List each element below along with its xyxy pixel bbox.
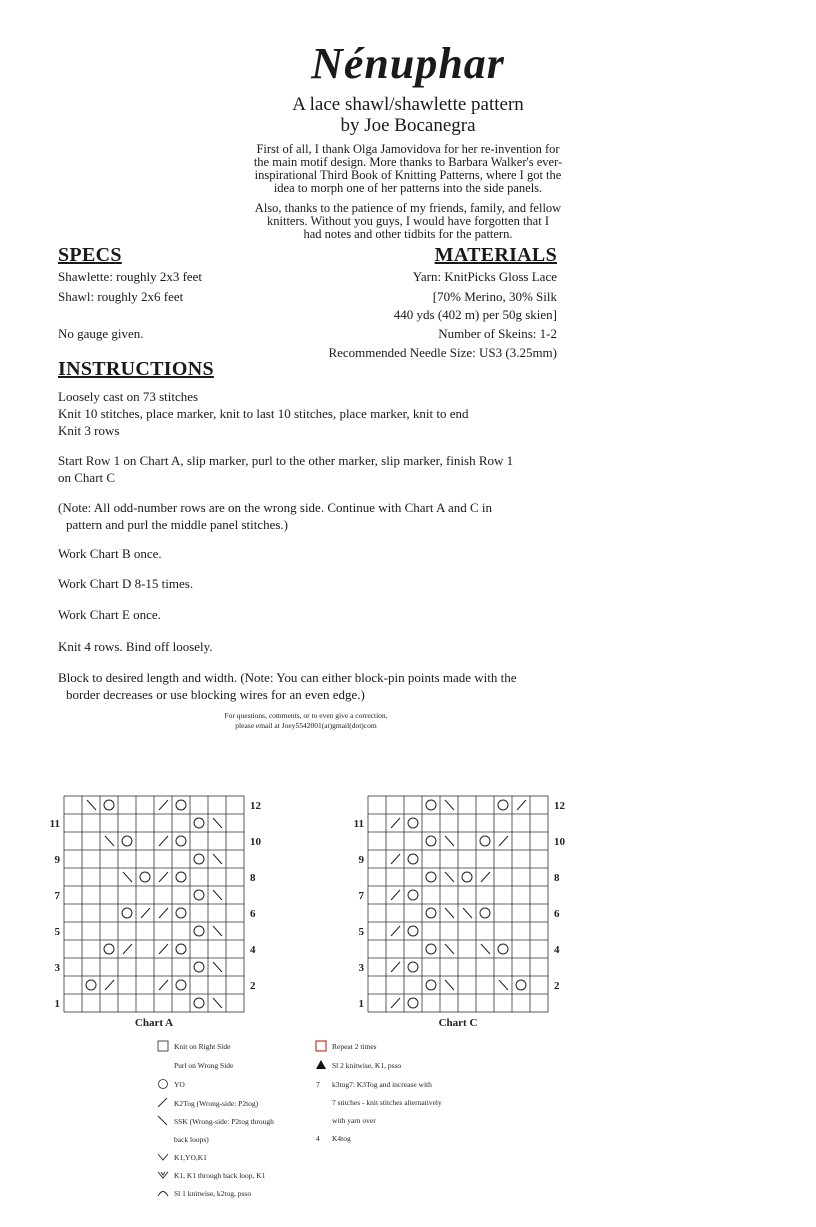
repeat-box-icon xyxy=(316,1041,326,1051)
backslash-icon xyxy=(213,854,222,864)
legend-label: back loops) xyxy=(174,1135,209,1144)
circle-icon xyxy=(498,800,508,810)
instruction-line: Block to desired length and width. (Note: You can either block-pin points made with the xyxy=(58,670,517,685)
instruction-line: (Note: All odd-number rows are on the wrong side. Continue with Chart A and C in xyxy=(58,500,492,515)
row-number: 5 xyxy=(54,926,60,938)
circle-icon xyxy=(104,944,114,954)
v-icon xyxy=(158,1154,168,1160)
legend-label: Purl on Wrong Side xyxy=(174,1061,234,1070)
slash-icon xyxy=(159,908,168,918)
row-number: 8 xyxy=(554,872,560,884)
materials-skeins: Number of Skeins: 1-2 xyxy=(438,326,557,341)
intro-paragraph-2 xyxy=(130,202,686,241)
circle-icon xyxy=(176,944,186,954)
materials-needle: Recommended Needle Size: US3 (3.25mm) xyxy=(328,345,557,360)
row-number: 4 xyxy=(554,944,560,956)
instructions-heading: INSTRUCTIONS xyxy=(58,358,214,380)
slash-icon xyxy=(391,962,400,972)
row-number: 11 xyxy=(353,818,364,830)
circle-icon xyxy=(176,836,186,846)
backslash-icon xyxy=(213,998,222,1008)
row-number: 7 xyxy=(358,890,364,902)
circle-icon xyxy=(159,1080,168,1089)
materials-yardage: 440 yds (402 m) per 50g skien] xyxy=(393,307,557,322)
circle-icon xyxy=(194,926,204,936)
backslash-icon xyxy=(105,836,114,846)
circle-icon xyxy=(194,818,204,828)
slash-icon xyxy=(481,872,490,882)
materials-yarn: Yarn: KnitPicks Gloss Lace xyxy=(412,269,557,284)
legend-label: Sl 1 knitwise, k2tog, psso xyxy=(174,1189,252,1198)
legend-label: Knit on Right Side xyxy=(174,1042,231,1051)
backslash-icon xyxy=(499,980,508,990)
circle-icon xyxy=(408,998,418,1008)
intro-line: Also, thanks to the patience of my friends, family, and fellow xyxy=(254,201,562,215)
circle-icon xyxy=(176,872,186,882)
triangle-icon xyxy=(316,1060,326,1069)
intro-line: had notes and other tidbits for the pattern. xyxy=(303,227,513,241)
chart-c-label: Chart C xyxy=(438,1017,478,1029)
circle-icon xyxy=(462,872,472,882)
slash-icon xyxy=(391,890,400,900)
circle-icon xyxy=(408,890,418,900)
circle-icon xyxy=(480,908,490,918)
v-twisted-icon xyxy=(158,1172,168,1178)
slash-icon xyxy=(391,818,400,828)
circle-icon xyxy=(176,908,186,918)
circle-icon xyxy=(122,908,132,918)
legend-label: K4tog xyxy=(332,1134,351,1143)
slash-icon xyxy=(159,872,168,882)
row-number: 9 xyxy=(54,854,60,866)
row-number: 7 xyxy=(54,890,60,902)
backslash-icon xyxy=(445,836,454,846)
circle-icon xyxy=(194,890,204,900)
circle-icon xyxy=(498,944,508,954)
backslash-icon xyxy=(87,800,96,810)
row-number: 10 xyxy=(554,836,565,848)
chart-c-row-numbers xyxy=(354,800,566,1010)
row-number: 1 xyxy=(54,998,60,1010)
instruction-line: Loosely cast on 73 stitches xyxy=(58,389,199,404)
row-number: 11 xyxy=(49,818,60,830)
slash-icon xyxy=(159,980,168,990)
arc-icon xyxy=(158,1192,168,1197)
specs-gauge: No gauge given. xyxy=(58,326,144,341)
slash-icon xyxy=(391,998,400,1008)
intro-line: First of all, I thank Olga Jamovidova for her re-invention for xyxy=(256,142,560,156)
backslash-icon xyxy=(445,944,454,954)
row-number: 2 xyxy=(554,980,560,992)
slash-icon xyxy=(123,944,132,954)
circle-icon xyxy=(176,800,186,810)
backslash-icon xyxy=(445,872,454,882)
backslash-icon xyxy=(123,872,132,882)
specs-heading: SPECS xyxy=(58,244,122,266)
instruction-line: Start Row 1 on Chart A, slip marker, purl to the other marker, slip marker, finish Row 1 xyxy=(58,453,514,468)
slash-icon xyxy=(159,800,168,810)
circle-icon xyxy=(426,944,436,954)
circle-icon xyxy=(104,800,114,810)
slash-icon xyxy=(517,800,526,810)
backslash-icon xyxy=(445,980,454,990)
row-number: 2 xyxy=(250,980,256,992)
row-number: 3 xyxy=(54,962,60,974)
circle-icon xyxy=(408,926,418,936)
chart-a xyxy=(40,790,280,1030)
chart-c xyxy=(344,790,584,1030)
square-icon xyxy=(158,1041,168,1051)
row-number: 6 xyxy=(250,908,256,920)
circle-icon xyxy=(176,980,186,990)
slash-icon xyxy=(159,944,168,954)
instruction-line: Knit 3 rows xyxy=(58,423,120,438)
intro-line: the main motif design. More thanks to Barbara Walker's ever- xyxy=(253,155,563,169)
intro-line: inspirational Third Book of Knitting Patterns, where I got the xyxy=(254,168,562,182)
legend-label: Repeat 2 times xyxy=(332,1042,377,1051)
row-number: 5 xyxy=(358,926,364,938)
row-number: 8 xyxy=(250,872,256,884)
legend-label: Sl 2 knitwise, K1, psso xyxy=(332,1061,402,1070)
slash-icon xyxy=(158,1098,167,1107)
instruction-line: Work Chart E once. xyxy=(58,607,161,622)
intro-paragraph-1 xyxy=(130,143,686,195)
circle-icon xyxy=(194,998,204,1008)
pattern-byline: by Joe Bocanegra xyxy=(340,115,476,136)
circle-icon xyxy=(516,980,526,990)
instruction-line: border decreases or use blocking wires for an even edge.) xyxy=(66,687,365,702)
instruction-line: Knit 10 stitches, place marker, knit to last 10 stitches, place marker, knit to end xyxy=(58,406,469,421)
backslash-icon xyxy=(213,890,222,900)
circle-icon xyxy=(426,800,436,810)
backslash-icon xyxy=(213,962,222,972)
slash-icon xyxy=(159,836,168,846)
legend xyxy=(150,1036,550,1206)
backslash-icon xyxy=(213,818,222,828)
slash-icon xyxy=(141,908,150,918)
circle-icon xyxy=(426,908,436,918)
chart-a-label: Chart A xyxy=(134,1017,174,1029)
row-number: 1 xyxy=(358,998,364,1010)
row-number: 12 xyxy=(250,800,261,812)
backslash-icon xyxy=(158,1116,167,1125)
backslash-icon xyxy=(481,944,490,954)
legend-label: K1, K1 through back loop, K1 xyxy=(174,1171,266,1180)
pattern-subtitle: A lace shawl/shawlette pattern xyxy=(292,94,524,115)
slash-icon xyxy=(391,854,400,864)
materials-heading: MATERIALS xyxy=(434,244,557,266)
instruction-line: on Chart C xyxy=(58,470,116,485)
backslash-icon xyxy=(445,800,454,810)
circle-icon xyxy=(194,854,204,864)
circle-icon xyxy=(408,854,418,864)
circle-icon xyxy=(194,962,204,972)
row-number: 3 xyxy=(358,962,364,974)
circle-icon xyxy=(426,980,436,990)
instruction-line: Work Chart D 8-15 times. xyxy=(58,576,194,591)
row-number: 10 xyxy=(250,836,261,848)
legend-label: K1,YO,K1 xyxy=(174,1153,207,1162)
specs-shawlette: Shawlette: roughly 2x3 feet xyxy=(58,269,203,284)
legend-label: K2Tog (Wrong-side: P2tog) xyxy=(174,1099,259,1108)
materials-fiber: [70% Merino, 30% Silk xyxy=(432,289,557,304)
backslash-icon xyxy=(445,908,454,918)
slash-icon xyxy=(499,836,508,846)
slash-icon xyxy=(391,926,400,936)
specs-shawl: Shawl: roughly 2x6 feet xyxy=(58,289,184,304)
backslash-icon xyxy=(213,926,222,936)
intro-line: knitters. Without you guys, I would have forgotten that I xyxy=(267,214,549,228)
circle-icon xyxy=(408,962,418,972)
row-number: 4 xyxy=(250,944,256,956)
legend-label: YO xyxy=(174,1080,185,1089)
instruction-line: Knit 4 rows. Bind off loosely. xyxy=(58,639,213,654)
circle-icon xyxy=(86,980,96,990)
instruction-line: Work Chart B once. xyxy=(58,546,162,561)
legend-right xyxy=(316,1041,442,1143)
circle-icon xyxy=(122,836,132,846)
row-number: 9 xyxy=(358,854,364,866)
legend-label: SSK (Wrong-side: P2tog through xyxy=(174,1117,274,1126)
circle-icon xyxy=(408,818,418,828)
pattern-title: Nénuphar xyxy=(311,39,505,88)
circle-icon xyxy=(140,872,150,882)
legend-label: with yarn over xyxy=(332,1116,376,1125)
contact-line: For questions, comments, or to even give a correction, xyxy=(224,711,388,720)
row-number: 12 xyxy=(554,800,565,812)
circle-icon xyxy=(426,836,436,846)
chart-a-row-numbers xyxy=(50,800,262,1010)
intro-line: idea to morph one of her patterns into the side panels. xyxy=(273,181,543,195)
legend-label: 7 stitches - knit stitches alternatively xyxy=(332,1098,442,1107)
legend-left xyxy=(158,1041,274,1198)
instruction-line: pattern and purl the middle panel stitches.) xyxy=(66,517,289,532)
slash-icon xyxy=(105,980,114,990)
legend-label: k3tog7: K3Tog and increase with xyxy=(332,1080,432,1089)
row-number: 6 xyxy=(554,908,560,920)
contact-line: please email at Joey5542001(at)gmail(dot)com xyxy=(235,721,377,730)
circle-icon xyxy=(426,872,436,882)
backslash-icon xyxy=(463,908,472,918)
circle-icon xyxy=(480,836,490,846)
legend-symbol-four: 4 xyxy=(316,1134,320,1143)
contact-note xyxy=(0,711,612,731)
legend-symbol-seven: 7 xyxy=(316,1080,320,1089)
